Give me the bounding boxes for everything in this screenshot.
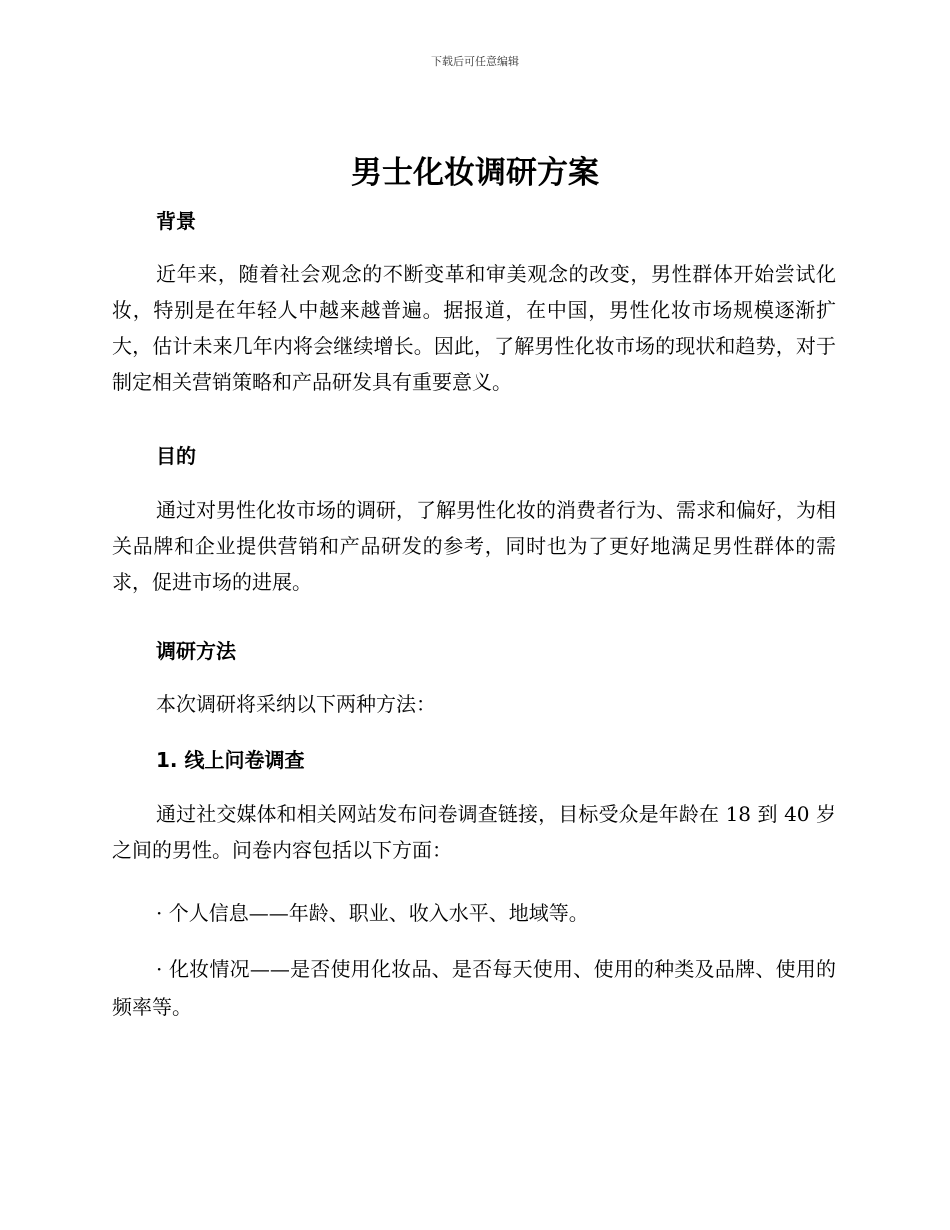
paragraph-background: 近年来，随着社会观念的不断变革和审美观念的改变，男性群体开始尝试化妆，特别是在年轻人中越来越普遍。据报道，在中国，男性化妆市场规模逐渐扩大，估计未来几年内将会继续增长。因此，了解男性化妆市场的现状和趋势，对于制定相关营销策略和产品研发具有重要意义。 [112,262,836,394]
heading-online-survey: 1. 线上问卷调查 [156,748,305,772]
list-item-personal-info: · 个人信息——年龄、职业、收入水平、地域等。 [156,901,589,925]
heading-background: 背景 [156,209,196,233]
paragraph-online-survey: 通过社交媒体和相关网站发布问卷调查链接，目标受众是年龄在 18 到 40 岁之间的男性。问卷内容包括以下方面： [112,802,836,862]
page-header-note: 下载后可任意编辑 [431,55,519,68]
list-item-makeup-usage: · 化妆情况——是否使用化妆品、是否每天使用、使用的种类及品牌、使用的频率等。 [112,957,836,1019]
heading-purpose: 目的 [156,444,196,468]
heading-method: 调研方法 [156,639,236,663]
paragraph-purpose: 通过对男性化妆市场的调研，了解男性化妆的消费者行为、需求和偏好，为相关品牌和企业提供营销和产品研发的参考，同时也为了更好地满足男性群体的需求，促进市场的进展。 [112,498,836,594]
paragraph-method-intro: 本次调研将采纳以下两种方法： [156,692,436,716]
document-title: 男士化妆调研方案 [351,155,599,191]
